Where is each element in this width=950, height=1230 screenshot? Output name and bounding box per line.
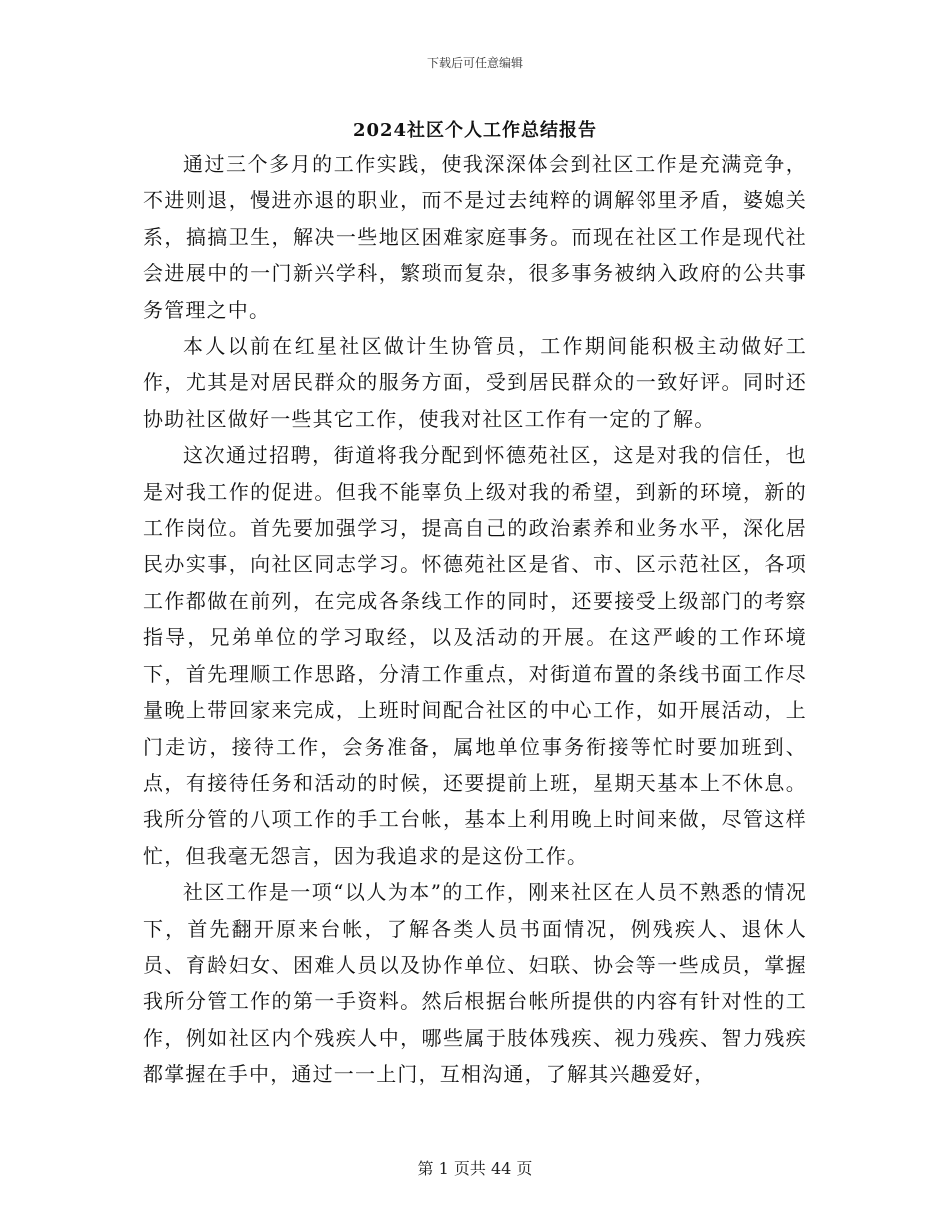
document-body — [143, 146, 807, 1093]
paragraph: 本人以前在红星社区做计生协管员，工作期间能积极主动做好工作，尤其是对居民群众的服务方面，受到居民群众的一致好评。同时还协助社区做好一些其它工作，使我对社区工作有一定的了解。 — [143, 334, 807, 431]
paragraph: 社区工作是一项“以人为本”的工作，刚来社区在人员不熟悉的情况下，首先翻开原来台帐，了解各类人员书面情况，例残疾人、退休人员、育龄妇女、困难人员以及协作单位、妇联、协会等一些成员，掌握我所分管工作的第一手资料。然后根据台帐所提供的内容有针对性的工作，例如社区内个残疾人中，哪些属于肢体残疾、视力残疾、智力残疾都掌握在手中，通过一一上门，互相沟通，了解其兴趣爱好， — [143, 880, 807, 1087]
document-title: 2024社区个人工作总结报告 — [352, 120, 598, 141]
page-number-footer: 第 1 页共 44 页 — [417, 1159, 533, 1178]
header-note: 下载后可任意编辑 — [426, 56, 523, 70]
paragraph: 这次通过招聘，街道将我分配到怀德苑社区，这是对我的信任，也是对我工作的促进。但我不能辜负上级对我的希望，到新的环境，新的工作岗位。首先要加强学习，提高自己的政治素养和业务水平，深化居民办实事，向社区同志学习。怀德苑社区是省、市、区示范社区，各项工作都做在前列，在完成各条线工作的同时，还要接受上级部门的考察指导，兄弟单位的学习取经，以及活动的开展。在这严峻的工作环境下，首先理顺工作思路，分清工作重点，对街道布置的条线书面工作尽量晚上带回家来完成，上班时间配合社区的中心工作，如开展活动，上门走访，接待工作，会务准备，属地单位事务衔接等忙时要加班到、点，有接待任务和活动的时候，还要提前上班，星期天基本上不休息。我所分管的八项工作的手工台帐，基本上利用晚上时间来做，尽管这样忙，但我毫无怨言，因为我追求的是这份工作。 — [143, 443, 807, 868]
paragraph: 通过三个多月的工作实践，使我深深体会到社区工作是充满竞争，不进则退，慢进亦退的职业，而不是过去纯粹的调解邻里矛盾，婆媳关系，搞搞卫生，解决一些地区困难家庭事务。而现在社区工作是现代社会进展中的一门新兴学科，繁琐而复杂，很多事务被纳入政府的公共事务管理之中。 — [143, 152, 807, 322]
